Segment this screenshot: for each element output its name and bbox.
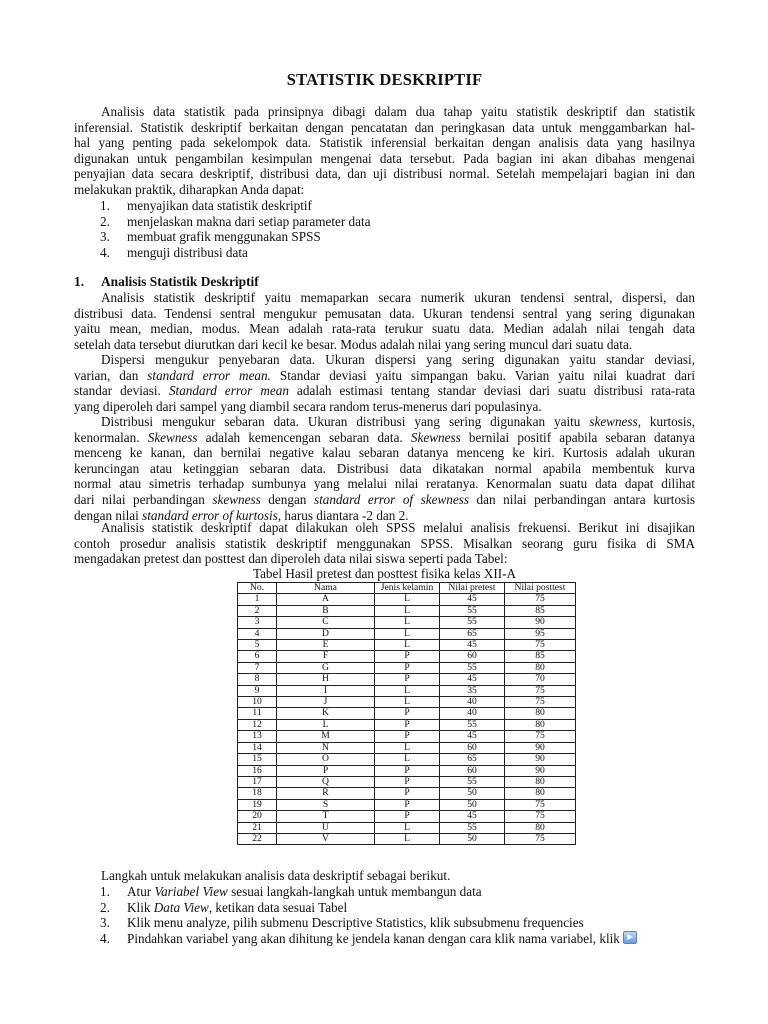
table-cell: 90 — [505, 765, 576, 776]
paragraph-spss-example: Analisis statistik deskriptif dapat dilakukan oleh SPSS melalui analisis frekuensi. Berikut ini disajikan contoh prosedur analisis statistik deskriptif menggunakan SPSS. Misalkan seorang guru fisika di SMA mengadakan pretest dan posttest dan diperoleh data nilai siswa seperti pada Tabel: — [74, 520, 695, 567]
table-cell: 65 — [440, 628, 505, 639]
table-row — [238, 617, 576, 628]
list-item: 1. Atur Variabel View sesuai langkah-langkah untuk membangun data — [100, 884, 482, 899]
list-item: 1. menyajikan data statistik deskriptif — [100, 198, 312, 213]
table-cell: S — [277, 799, 375, 810]
table-cell: 55 — [440, 776, 505, 787]
scores-table — [237, 582, 576, 845]
table-cell: 75 — [505, 799, 576, 810]
table-cell: 1 — [238, 594, 277, 605]
paragraph-central-tendency: Analisis statistik deskriptif yaitu memaparkan secara numerik ukuran tendensi sentral, dispersi, dan distribusi data. Tendensi sentral mengukur pemusatan data. Ukuran tendensi sentral yang sering digunakan yaitu mean, median, modus. Mean adalah rata-rata terukur suatu data. Median adalah nilai tengah data setelah data tersebut diurutkan dari kecil ke besar. Modus adalah nilai yang sering muncul dari suatu data. — [74, 290, 695, 352]
table-row — [238, 811, 576, 822]
table-cell: G — [277, 662, 375, 673]
table-row — [238, 742, 576, 753]
table-cell: B — [277, 605, 375, 616]
table-row — [238, 708, 576, 719]
table-cell: L — [375, 822, 440, 833]
table-cell: 45 — [440, 594, 505, 605]
list-item: 3. membuat grafik menggunakan SPSS — [100, 229, 321, 245]
table-cell: 2 — [238, 605, 277, 616]
page-title: STATISTIK DESKRIPTIF — [286, 70, 483, 89]
table-cell: 3 — [238, 617, 277, 628]
table-cell: 17 — [238, 776, 277, 787]
table-cell: H — [277, 674, 375, 685]
intro-line: inferensial. Statistik deskriptif berkaitan dengan pencatatan dan peringkasan data untuk menggambarkan hal- — [74, 119, 695, 135]
table-cell: C — [277, 617, 375, 628]
table-header-row: No. Nama Jenis kelamin Nilai pretest Nilai posttest — [238, 583, 576, 594]
intro-line: digunakan untuk pengambilan kesimpulan mengenai data tersebut. Pada bagian ini akan dibahas mengenai — [74, 150, 695, 166]
table-cell: P — [375, 765, 440, 776]
table-cell: P — [375, 708, 440, 719]
table-cell: 75 — [505, 833, 576, 844]
table-row — [238, 799, 576, 810]
table-cell: 20 — [238, 811, 277, 822]
section-heading: 1. Analisis Statistik Deskriptif — [74, 274, 259, 289]
table-cell: 80 — [505, 719, 576, 730]
table-cell: 85 — [505, 605, 576, 616]
table-cell: L — [375, 617, 440, 628]
table-cell: 45 — [440, 811, 505, 822]
table-row — [238, 685, 576, 696]
objective-list — [100, 198, 371, 260]
table-cell: L — [375, 605, 440, 616]
list-item: 2. Klik Data View, ketikan data sesuai Tabel — [100, 899, 348, 915]
table-cell: 65 — [440, 754, 505, 765]
table-cell: I — [277, 685, 375, 696]
table-row — [238, 594, 576, 605]
table-cell: P — [375, 799, 440, 810]
table-cell: Q — [277, 776, 375, 787]
intro-line: Analisis data statistik pada prinsipnya dibagi dalam dua tahap yaitu statistik deskriptif dan statistik — [101, 104, 695, 119]
table-cell: P — [375, 788, 440, 799]
table-caption: Tabel Hasil pretest dan posttest fisika kelas XII-A — [252, 566, 517, 581]
table-cell: 8 — [238, 674, 277, 685]
table-cell: M — [277, 731, 375, 742]
table-cell: 60 — [440, 742, 505, 753]
list-item: 2. menjelaskan makna dari setiap parameter data — [100, 213, 371, 229]
table-cell: F — [277, 651, 375, 662]
table-cell: P — [277, 765, 375, 776]
table-cell: 60 — [440, 765, 505, 776]
table-cell: P — [375, 731, 440, 742]
table-row — [238, 765, 576, 776]
table-cell: N — [277, 742, 375, 753]
table-cell: 75 — [505, 640, 576, 651]
table-cell: O — [277, 754, 375, 765]
table-cell: 40 — [440, 708, 505, 719]
table-cell: 75 — [505, 811, 576, 822]
table-row — [238, 640, 576, 651]
steps-list — [100, 884, 637, 946]
table-row — [238, 605, 576, 616]
table-cell: A — [277, 594, 375, 605]
table-cell: 55 — [440, 822, 505, 833]
table-cell: 55 — [440, 719, 505, 730]
table-cell: 9 — [238, 685, 277, 696]
table-cell: P — [375, 811, 440, 822]
table-cell: 80 — [505, 662, 576, 673]
table-cell: K — [277, 708, 375, 719]
table-cell: 7 — [238, 662, 277, 673]
table-cell: 16 — [238, 765, 277, 776]
table-cell: 70 — [505, 674, 576, 685]
table-cell: P — [375, 662, 440, 673]
table-cell: 35 — [440, 685, 505, 696]
list-item: 4. menguji distribusi data — [100, 244, 248, 260]
table-cell: 55 — [440, 605, 505, 616]
table-row — [238, 628, 576, 639]
table-cell: L — [375, 833, 440, 844]
table-cell: L — [375, 697, 440, 708]
table-row — [238, 651, 576, 662]
intro-line: melakukan praktik, diharapkan Anda dapat: — [74, 181, 305, 197]
table-cell: 50 — [440, 788, 505, 799]
table-row — [238, 822, 576, 833]
table-row — [238, 776, 576, 787]
arrow-right-icon — [623, 931, 637, 944]
table-cell: 90 — [505, 617, 576, 628]
table-cell: 5 — [238, 640, 277, 651]
table-row — [238, 833, 576, 844]
table-cell: 95 — [505, 628, 576, 639]
paragraph-distribution: Distribusi mengukur sebaran data. Ukuran distribusi yang sering digunakan yaitu skewness, kurtosis, kenormalan. Skewness adalah kemencengan sebaran data. Skewness bernilai positif apabila sebaran datanya menceng ke kanan, dan bernilai negative kalau sebaran datanya menceng ke kiri. Kurtosis adalah ukuran keruncingan atau ketinggian sebaran data. Distribusi data dikatakan normal apabila membentuk kurva normal atau simetris terhadap sumbunya yang melalui nilai reratanya. Kenormalan suatu data dapat dilihat dari nilai perbandingan skewness dengan standard error of skewness dan nilai perbandingan antara kurtosis dengan nilai standard error of kurtosis, harus diantara -2 dan 2. — [74, 414, 695, 523]
table-cell: 19 — [238, 799, 277, 810]
table-cell: U — [277, 822, 375, 833]
table-cell: 60 — [440, 651, 505, 662]
table-row — [238, 731, 576, 742]
table-cell: 80 — [505, 708, 576, 719]
table-cell: L — [375, 685, 440, 696]
table-cell: 85 — [505, 651, 576, 662]
intro-line: penyajian data secara deskriptif, distribusi data, dan uji distribusi normal. Setelah mempelajari bagian ini dan — [74, 166, 695, 182]
table-cell: 75 — [505, 594, 576, 605]
table-cell: 45 — [440, 640, 505, 651]
table-cell: 18 — [238, 788, 277, 799]
table-cell: 15 — [238, 754, 277, 765]
list-item: 3. Klik menu analyze, pilih submenu Descriptive Statistics, klik subsubmenu frequencies — [100, 915, 584, 931]
table-cell: L — [375, 754, 440, 765]
intro-line: hal yang penting pada sekelompok data. Statistik inferensial berkaitan dengan analisis data yang hasilnya — [74, 135, 695, 151]
list-item: 4. Pindahkan variabel yang akan dihitung ke jendela kanan dengan cara klik nama variabel, klik — [100, 931, 637, 947]
table-cell: P — [375, 776, 440, 787]
table-cell: P — [375, 651, 440, 662]
table-cell: 11 — [238, 708, 277, 719]
table-cell: E — [277, 640, 375, 651]
table-row — [238, 674, 576, 685]
table-cell: 14 — [238, 742, 277, 753]
table-row — [238, 697, 576, 708]
table-cell: 80 — [505, 822, 576, 833]
table-row — [238, 662, 576, 673]
table-cell: 50 — [440, 833, 505, 844]
table-cell: 12 — [238, 719, 277, 730]
table-cell: 75 — [505, 731, 576, 742]
table-cell: 45 — [440, 674, 505, 685]
table-cell: T — [277, 811, 375, 822]
table-cell: 10 — [238, 697, 277, 708]
table-cell: 55 — [440, 662, 505, 673]
table-cell: V — [277, 833, 375, 844]
table-cell: 6 — [238, 651, 277, 662]
table-cell: P — [375, 719, 440, 730]
table-cell: L — [375, 628, 440, 639]
table-cell: L — [277, 719, 375, 730]
intro-paragraph — [74, 104, 695, 198]
table-cell: 80 — [505, 776, 576, 787]
table-cell: P — [375, 674, 440, 685]
table-cell: 4 — [238, 628, 277, 639]
table-cell: 90 — [505, 754, 576, 765]
table-cell: 50 — [440, 799, 505, 810]
table-cell: 75 — [505, 685, 576, 696]
table-cell: J — [277, 697, 375, 708]
table-cell: 90 — [505, 742, 576, 753]
table-cell: 22 — [238, 833, 277, 844]
table-row — [238, 719, 576, 730]
table-cell: D — [277, 628, 375, 639]
paragraph-dispersion: Dispersi mengukur penyebaran data. Ukuran dispersi yang sering digunakan yaitu standar deviasi, varian, dan standard error mean. Standar deviasi yaitu simpangan baku. Varian yaitu nilai kuadrat dari standar deviasi. Standard error mean adalah estimasi tentang standar deviasi dari suatu distribusi rata-rata yang diperoleh dari sampel yang diambil secara random terus-menerus dari populasinya. — [74, 352, 696, 414]
steps-intro: Langkah untuk melakukan analisis data deskriptif sebagai berikut. — [101, 868, 451, 883]
table-row — [238, 788, 576, 799]
table-cell: 40 — [440, 697, 505, 708]
table-cell: L — [375, 594, 440, 605]
table-cell: L — [375, 640, 440, 651]
table-cell: 21 — [238, 822, 277, 833]
table-row — [238, 754, 576, 765]
table-cell: 80 — [505, 788, 576, 799]
table-cell: 13 — [238, 731, 277, 742]
table-cell: R — [277, 788, 375, 799]
table-cell: 45 — [440, 731, 505, 742]
table-cell: 75 — [505, 697, 576, 708]
table-cell: 55 — [440, 617, 505, 628]
table-cell: L — [375, 742, 440, 753]
